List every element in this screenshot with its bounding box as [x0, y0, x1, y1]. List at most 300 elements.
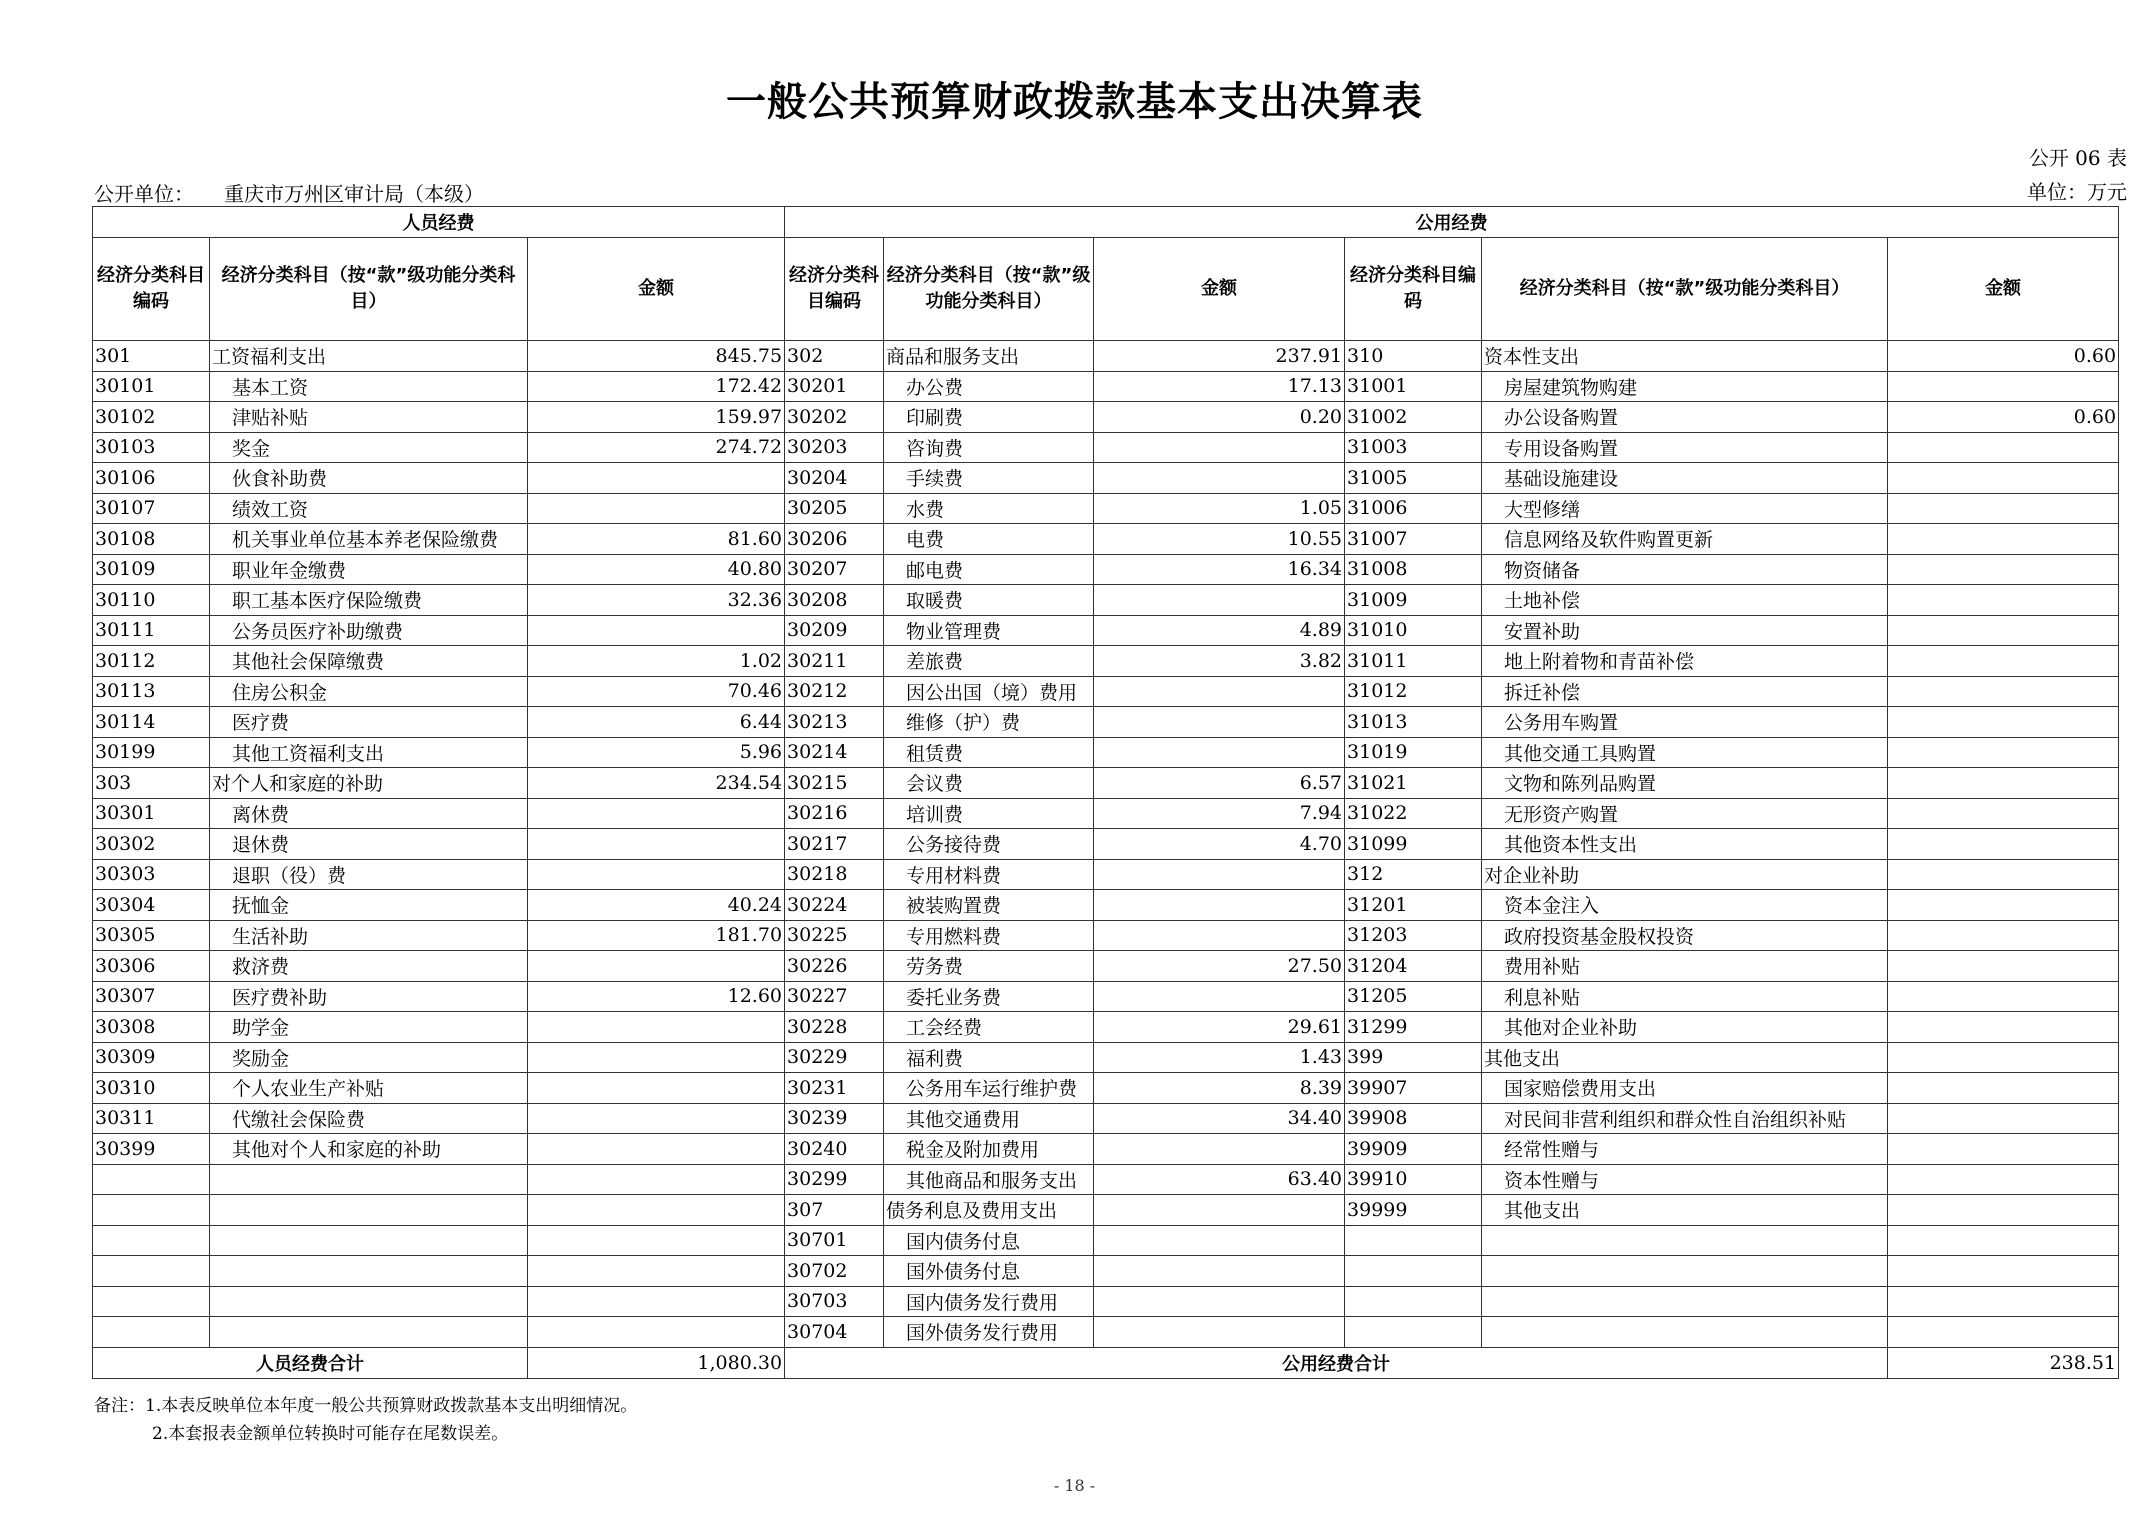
- notes: [94, 1392, 637, 1448]
- amount-cell-3: [1888, 615, 2119, 646]
- code-cell-2: 30216: [785, 798, 884, 829]
- amount-cell-1: 274.72: [528, 432, 785, 463]
- code-cell-3: 31299: [1345, 1012, 1482, 1043]
- table-row: [93, 615, 2119, 646]
- code-cell-1: 30301: [93, 798, 210, 829]
- amount-cell-2: 6.57: [1094, 768, 1345, 799]
- col-header-code-3: 经济分类科目编码: [1345, 238, 1482, 341]
- name-cell-2: 印刷费: [884, 402, 1094, 433]
- amount-cell-2: [1094, 737, 1345, 768]
- name-cell-1: 抚恤金: [210, 890, 528, 921]
- name-cell-3: 国家赔偿费用支出: [1482, 1073, 1888, 1104]
- name-cell-2: 维修（护）费: [884, 707, 1094, 738]
- name-cell-3: 安置补助: [1482, 615, 1888, 646]
- table-row: [93, 493, 2119, 524]
- name-cell-1: 代缴社会保险费: [210, 1103, 528, 1134]
- code-cell-2: 30208: [785, 585, 884, 616]
- name-cell-2: 工会经费: [884, 1012, 1094, 1043]
- code-cell-2: 30217: [785, 829, 884, 860]
- code-cell-3: 39908: [1345, 1103, 1482, 1134]
- name-cell-3: [1482, 1317, 1888, 1348]
- amount-cell-1: [528, 1103, 785, 1134]
- table-row: [93, 1164, 2119, 1195]
- code-cell-2: 30205: [785, 493, 884, 524]
- code-cell-1: 30102: [93, 402, 210, 433]
- code-cell-2: 307: [785, 1195, 884, 1226]
- name-cell-3: [1482, 1256, 1888, 1287]
- code-cell-1: 30103: [93, 432, 210, 463]
- name-cell-3: 拆迁补偿: [1482, 676, 1888, 707]
- name-cell-2: 差旅费: [884, 646, 1094, 677]
- code-cell-3: 31201: [1345, 890, 1482, 921]
- note-2: 2.本套报表金额单位转换时可能存在尾数误差。: [152, 1424, 509, 1444]
- amount-cell-3: [1888, 1103, 2119, 1134]
- amount-cell-2: [1094, 890, 1345, 921]
- name-cell-3: 对民间非营利组织和群众性自治组织补贴: [1482, 1103, 1888, 1134]
- name-cell-2: 其他交通费用: [884, 1103, 1094, 1134]
- amount-cell-2: 1.43: [1094, 1042, 1345, 1073]
- amount-cell-2: 4.89: [1094, 615, 1345, 646]
- code-cell-2: 30224: [785, 890, 884, 921]
- code-cell-3: 31013: [1345, 707, 1482, 738]
- name-cell-1: 救济费: [210, 951, 528, 982]
- code-cell-1: [93, 1195, 210, 1226]
- name-cell-2: 劳务费: [884, 951, 1094, 982]
- code-cell-2: 30239: [785, 1103, 884, 1134]
- amount-cell-2: [1094, 1195, 1345, 1226]
- table-row: [93, 524, 2119, 555]
- name-cell-1: 公务员医疗补助缴费: [210, 615, 528, 646]
- amount-cell-2: 4.70: [1094, 829, 1345, 860]
- name-cell-1: 其他工资福利支出: [210, 737, 528, 768]
- amount-cell-2: 29.61: [1094, 1012, 1345, 1043]
- amount-cell-3: [1888, 951, 2119, 982]
- code-cell-1: [93, 1225, 210, 1256]
- table-row: [93, 341, 2119, 372]
- name-cell-2: 委托业务费: [884, 981, 1094, 1012]
- name-cell-3: 其他交通工具购置: [1482, 737, 1888, 768]
- amount-cell-2: [1094, 1317, 1345, 1348]
- table-row: [93, 463, 2119, 494]
- name-cell-2: 其他商品和服务支出: [884, 1164, 1094, 1195]
- amount-cell-3: [1888, 1225, 2119, 1256]
- amount-cell-2: 7.94: [1094, 798, 1345, 829]
- name-cell-1: 个人农业生产补贴: [210, 1073, 528, 1104]
- code-cell-3: 399: [1345, 1042, 1482, 1073]
- code-cell-3: 31204: [1345, 951, 1482, 982]
- code-cell-2: 30701: [785, 1225, 884, 1256]
- table-row: [93, 829, 2119, 860]
- name-cell-2: 租赁费: [884, 737, 1094, 768]
- code-cell-1: 30311: [93, 1103, 210, 1134]
- name-cell-3: 信息网络及软件购置更新: [1482, 524, 1888, 555]
- code-cell-3: 31006: [1345, 493, 1482, 524]
- name-cell-3: 资本金注入: [1482, 890, 1888, 921]
- amount-cell-3: 0.60: [1888, 402, 2119, 433]
- code-cell-3: 39910: [1345, 1164, 1482, 1195]
- name-cell-1: 基本工资: [210, 371, 528, 402]
- amount-cell-1: [528, 1073, 785, 1104]
- name-cell-2: 培训费: [884, 798, 1094, 829]
- amount-cell-1: 159.97: [528, 402, 785, 433]
- code-cell-2: 30229: [785, 1042, 884, 1073]
- note-1: 备注：1.本表反映单位本年度一般公共预算财政拨款基本支出明细情况。: [94, 1396, 638, 1416]
- name-cell-2: 公务接待费: [884, 829, 1094, 860]
- code-cell-1: 30109: [93, 554, 210, 585]
- name-cell-3: 费用补贴: [1482, 951, 1888, 982]
- code-cell-1: 30303: [93, 859, 210, 890]
- amount-cell-1: 172.42: [528, 371, 785, 402]
- amount-cell-2: 0.20: [1094, 402, 1345, 433]
- reporting-unit-name: 重庆市万州区审计局（本级）: [224, 182, 484, 206]
- code-cell-2: 30206: [785, 524, 884, 555]
- code-cell-3: 31019: [1345, 737, 1482, 768]
- amount-cell-1: 6.44: [528, 707, 785, 738]
- amount-cell-2: [1094, 1256, 1345, 1287]
- code-cell-3: 31205: [1345, 981, 1482, 1012]
- amount-cell-2: [1094, 981, 1345, 1012]
- totals-row: [93, 1347, 2119, 1378]
- code-cell-3: 39999: [1345, 1195, 1482, 1226]
- name-cell-3: 办公设备购置: [1482, 402, 1888, 433]
- amount-cell-3: [1888, 829, 2119, 860]
- name-cell-3: 资本性赠与: [1482, 1164, 1888, 1195]
- amount-cell-1: 845.75: [528, 341, 785, 372]
- table-row: [93, 1012, 2119, 1043]
- amount-cell-1: [528, 463, 785, 494]
- table-row: [93, 951, 2119, 982]
- code-cell-3: 31009: [1345, 585, 1482, 616]
- code-cell-2: 30209: [785, 615, 884, 646]
- table-body: [93, 341, 2119, 1348]
- code-cell-3: 31203: [1345, 920, 1482, 951]
- amount-cell-1: 181.70: [528, 920, 785, 951]
- code-cell-1: 30112: [93, 646, 210, 677]
- name-cell-1: 机关事业单位基本养老保险缴费: [210, 524, 528, 555]
- amount-cell-3: [1888, 737, 2119, 768]
- name-cell-3: 大型修缮: [1482, 493, 1888, 524]
- code-cell-1: 30309: [93, 1042, 210, 1073]
- name-cell-2: 公务用车运行维护费: [884, 1073, 1094, 1104]
- amount-cell-1: [528, 493, 785, 524]
- name-cell-2: 电费: [884, 524, 1094, 555]
- amount-cell-1: 12.60: [528, 981, 785, 1012]
- name-cell-2: 商品和服务支出: [884, 341, 1094, 372]
- table-row: [93, 1317, 2119, 1348]
- table-row: [93, 1286, 2119, 1317]
- amount-cell-1: [528, 1012, 785, 1043]
- name-cell-1: [210, 1256, 528, 1287]
- amount-cell-1: [528, 859, 785, 890]
- name-cell-1: 绩效工资: [210, 493, 528, 524]
- code-cell-1: 30114: [93, 707, 210, 738]
- name-cell-2: 税金及附加费用: [884, 1134, 1094, 1165]
- code-cell-3: 39907: [1345, 1073, 1482, 1104]
- name-cell-3: 专用设备购置: [1482, 432, 1888, 463]
- table-row: [93, 859, 2119, 890]
- name-cell-3: 地上附着物和青苗补偿: [1482, 646, 1888, 677]
- personnel-total-label: 人员经费合计: [93, 1347, 528, 1378]
- name-cell-1: [210, 1286, 528, 1317]
- amount-cell-1: 40.80: [528, 554, 785, 585]
- name-cell-1: 职工基本医疗保险缴费: [210, 585, 528, 616]
- amount-cell-1: [528, 1256, 785, 1287]
- group-header-personnel: 人员经费: [93, 207, 785, 238]
- amount-cell-3: [1888, 585, 2119, 616]
- name-cell-1: 退休费: [210, 829, 528, 860]
- name-cell-2: 取暖费: [884, 585, 1094, 616]
- amount-cell-1: [528, 1164, 785, 1195]
- code-cell-1: 30101: [93, 371, 210, 402]
- table-row: [93, 1256, 2119, 1287]
- code-cell-2: 30204: [785, 463, 884, 494]
- reporting-unit: [94, 178, 484, 207]
- table-row: [93, 890, 2119, 921]
- name-cell-1: 奖金: [210, 432, 528, 463]
- page-title: 一般公共预算财政拨款基本支出决算表: [726, 79, 1423, 125]
- table-row: [93, 798, 2119, 829]
- name-cell-3: 其他支出: [1482, 1042, 1888, 1073]
- table-row: [93, 554, 2119, 585]
- amount-cell-2: [1094, 463, 1345, 494]
- table-row: [93, 707, 2119, 738]
- code-cell-3: 31021: [1345, 768, 1482, 799]
- table-row: [93, 402, 2119, 433]
- code-cell-2: 30203: [785, 432, 884, 463]
- amount-cell-1: [528, 1317, 785, 1348]
- amount-cell-3: [1888, 524, 2119, 555]
- code-cell-2: 302: [785, 341, 884, 372]
- code-cell-2: 30702: [785, 1256, 884, 1287]
- name-cell-1: 其他社会保障缴费: [210, 646, 528, 677]
- code-cell-3: 31011: [1345, 646, 1482, 677]
- code-cell-2: 30704: [785, 1317, 884, 1348]
- name-cell-2: 债务利息及费用支出: [884, 1195, 1094, 1226]
- code-cell-1: 30107: [93, 493, 210, 524]
- table-row: [93, 1103, 2119, 1134]
- amount-cell-3: [1888, 676, 2119, 707]
- name-cell-1: [210, 1317, 528, 1348]
- name-cell-2: 专用燃料费: [884, 920, 1094, 951]
- amount-cell-1: 1.02: [528, 646, 785, 677]
- expenditure-table: [92, 206, 2119, 1379]
- name-cell-1: 助学金: [210, 1012, 528, 1043]
- name-cell-3: 无形资产购置: [1482, 798, 1888, 829]
- code-cell-1: 30110: [93, 585, 210, 616]
- code-cell-2: 30202: [785, 402, 884, 433]
- page-number: - 18 -: [1053, 1476, 1096, 1495]
- amount-cell-1: 81.60: [528, 524, 785, 555]
- amount-cell-3: [1888, 493, 2119, 524]
- amount-cell-2: 237.91: [1094, 341, 1345, 372]
- col-header-code-1: 经济分类科目编码: [93, 238, 210, 341]
- code-cell-1: [93, 1164, 210, 1195]
- code-cell-3: [1345, 1225, 1482, 1256]
- code-cell-2: 30212: [785, 676, 884, 707]
- name-cell-3: 物资储备: [1482, 554, 1888, 585]
- code-cell-3: 31003: [1345, 432, 1482, 463]
- code-cell-1: 30111: [93, 615, 210, 646]
- table-row: [93, 585, 2119, 616]
- amount-cell-1: [528, 798, 785, 829]
- code-cell-2: 30231: [785, 1073, 884, 1104]
- col-header-amount-2: 金额: [1094, 238, 1345, 341]
- name-cell-2: 物业管理费: [884, 615, 1094, 646]
- code-cell-1: 30306: [93, 951, 210, 982]
- name-cell-1: [210, 1164, 528, 1195]
- col-header-amount-1: 金额: [528, 238, 785, 341]
- code-cell-3: 31002: [1345, 402, 1482, 433]
- code-cell-3: 39909: [1345, 1134, 1482, 1165]
- code-cell-2: 30215: [785, 768, 884, 799]
- code-cell-2: 30703: [785, 1286, 884, 1317]
- name-cell-2: 被装购置费: [884, 890, 1094, 921]
- amount-cell-3: [1888, 920, 2119, 951]
- table-row: [93, 371, 2119, 402]
- amount-cell-1: [528, 1225, 785, 1256]
- amount-cell-2: 17.13: [1094, 371, 1345, 402]
- personnel-total-amount: 1,080.30: [528, 1347, 785, 1378]
- amount-cell-3: [1888, 859, 2119, 890]
- amount-cell-2: 27.50: [1094, 951, 1345, 982]
- code-cell-3: [1345, 1286, 1482, 1317]
- amount-cell-2: 34.40: [1094, 1103, 1345, 1134]
- name-cell-3: 文物和陈列品购置: [1482, 768, 1888, 799]
- name-cell-1: 职业年金缴费: [210, 554, 528, 585]
- amount-cell-1: [528, 1286, 785, 1317]
- code-cell-1: 30399: [93, 1134, 210, 1165]
- code-cell-3: 31012: [1345, 676, 1482, 707]
- name-cell-2: 福利费: [884, 1042, 1094, 1073]
- code-cell-2: 30228: [785, 1012, 884, 1043]
- name-cell-3: 利息补贴: [1482, 981, 1888, 1012]
- code-cell-2: 30218: [785, 859, 884, 890]
- form-number: 公开 06 表: [2028, 146, 2127, 170]
- code-cell-3: [1345, 1317, 1482, 1348]
- name-cell-1: 医疗费: [210, 707, 528, 738]
- code-cell-2: 30225: [785, 920, 884, 951]
- code-cell-1: 30308: [93, 1012, 210, 1043]
- amount-cell-3: [1888, 463, 2119, 494]
- name-cell-1: 奖励金: [210, 1042, 528, 1073]
- amount-cell-3: [1888, 554, 2119, 585]
- name-cell-1: 伙食补助费: [210, 463, 528, 494]
- amount-cell-3: [1888, 981, 2119, 1012]
- code-cell-1: 30310: [93, 1073, 210, 1104]
- code-cell-3: [1345, 1256, 1482, 1287]
- name-cell-3: 资本性支出: [1482, 341, 1888, 372]
- code-cell-1: [93, 1317, 210, 1348]
- code-cell-2: 30227: [785, 981, 884, 1012]
- code-cell-2: 30214: [785, 737, 884, 768]
- amount-cell-2: 63.40: [1094, 1164, 1345, 1195]
- code-cell-2: 30211: [785, 646, 884, 677]
- name-cell-3: 基础设施建设: [1482, 463, 1888, 494]
- name-cell-1: 离休费: [210, 798, 528, 829]
- name-cell-1: [210, 1195, 528, 1226]
- amount-cell-3: [1888, 1042, 2119, 1073]
- amount-cell-1: [528, 951, 785, 982]
- amount-cell-2: [1094, 920, 1345, 951]
- amount-cell-1: [528, 1195, 785, 1226]
- table-row: [93, 1134, 2119, 1165]
- name-cell-1: 医疗费补助: [210, 981, 528, 1012]
- code-cell-3: 31008: [1345, 554, 1482, 585]
- amount-cell-3: [1888, 1012, 2119, 1043]
- amount-cell-1: 40.24: [528, 890, 785, 921]
- name-cell-2: 手续费: [884, 463, 1094, 494]
- table-row: [93, 1225, 2119, 1256]
- name-cell-2: 办公费: [884, 371, 1094, 402]
- group-header-public: 公用经费: [785, 207, 2119, 238]
- amount-cell-3: [1888, 1164, 2119, 1195]
- amount-cell-2: [1094, 432, 1345, 463]
- table-row: [93, 981, 2119, 1012]
- name-cell-3: 经常性赠与: [1482, 1134, 1888, 1165]
- col-header-name-3: 经济分类科目（按“款”级功能分类科目）: [1482, 238, 1888, 341]
- amount-cell-2: 1.05: [1094, 493, 1345, 524]
- amount-cell-2: [1094, 707, 1345, 738]
- code-cell-3: 310: [1345, 341, 1482, 372]
- name-cell-1: 对个人和家庭的补助: [210, 768, 528, 799]
- name-cell-2: 国外债务付息: [884, 1256, 1094, 1287]
- amount-cell-3: [1888, 768, 2119, 799]
- code-cell-1: [93, 1286, 210, 1317]
- name-cell-2: 会议费: [884, 768, 1094, 799]
- name-cell-2: 专用材料费: [884, 859, 1094, 890]
- code-cell-1: 30113: [93, 676, 210, 707]
- amount-cell-3: [1888, 432, 2119, 463]
- code-cell-1: 30305: [93, 920, 210, 951]
- amount-cell-2: 16.34: [1094, 554, 1345, 585]
- amount-cell-1: [528, 1042, 785, 1073]
- name-cell-2: 水费: [884, 493, 1094, 524]
- amount-cell-3: [1888, 1073, 2119, 1104]
- name-cell-1: 津贴补贴: [210, 402, 528, 433]
- table-row: [93, 1042, 2119, 1073]
- name-cell-3: 对企业补助: [1482, 859, 1888, 890]
- table-row: [93, 1195, 2119, 1226]
- code-cell-2: 30240: [785, 1134, 884, 1165]
- code-cell-1: 303: [93, 768, 210, 799]
- code-cell-1: [93, 1256, 210, 1287]
- code-cell-2: 30226: [785, 951, 884, 982]
- col-header-name-1: 经济分类科目（按“款”级功能分类科目）: [210, 238, 528, 341]
- name-cell-3: [1482, 1286, 1888, 1317]
- amount-cell-1: [528, 1134, 785, 1165]
- name-cell-3: 其他资本性支出: [1482, 829, 1888, 860]
- amount-cell-3: [1888, 1134, 2119, 1165]
- amount-cell-2: 8.39: [1094, 1073, 1345, 1104]
- table-row: [93, 1073, 2119, 1104]
- code-cell-1: 30302: [93, 829, 210, 860]
- amount-cell-2: [1094, 676, 1345, 707]
- amount-cell-2: [1094, 1134, 1345, 1165]
- name-cell-2: 国外债务发行费用: [884, 1317, 1094, 1348]
- code-cell-1: 301: [93, 341, 210, 372]
- name-cell-2: 国内债务发行费用: [884, 1286, 1094, 1317]
- code-cell-3: 31099: [1345, 829, 1482, 860]
- name-cell-2: 因公出国（境）费用: [884, 676, 1094, 707]
- amount-cell-3: [1888, 798, 2119, 829]
- name-cell-1: 生活补助: [210, 920, 528, 951]
- code-cell-3: 31010: [1345, 615, 1482, 646]
- name-cell-2: 咨询费: [884, 432, 1094, 463]
- name-cell-3: [1482, 1225, 1888, 1256]
- table-row: [93, 920, 2119, 951]
- name-cell-1: 工资福利支出: [210, 341, 528, 372]
- name-cell-3: 其他对企业补助: [1482, 1012, 1888, 1043]
